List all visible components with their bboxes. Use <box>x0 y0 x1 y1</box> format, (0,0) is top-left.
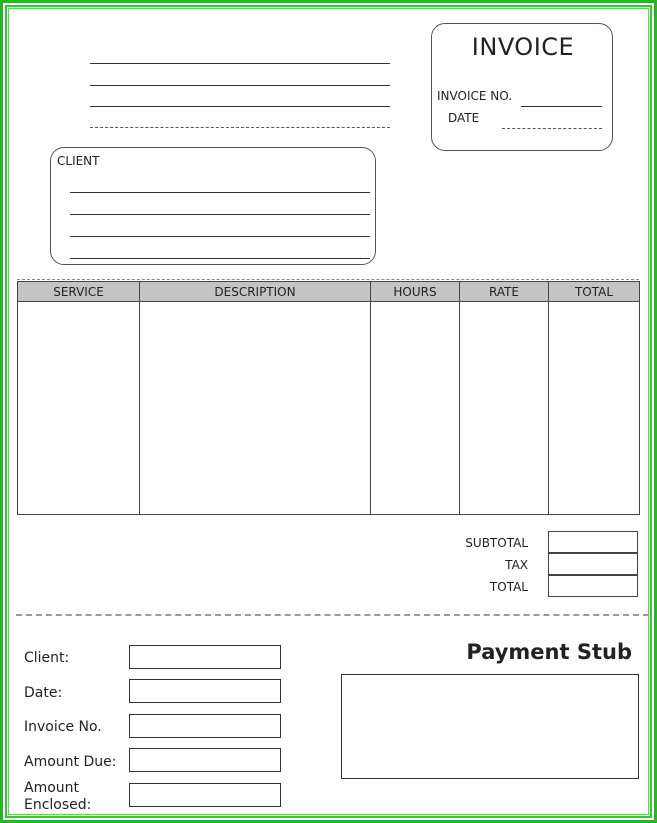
stub-amount-enclosed-label-line2: Enclosed: <box>24 797 92 813</box>
col-header-description: DESCRIPTION <box>140 282 371 302</box>
col-header-service: SERVICE <box>18 282 140 302</box>
sender-line-1[interactable] <box>90 63 390 64</box>
description-cell[interactable] <box>140 302 371 515</box>
stub-amount-enclosed-field[interactable] <box>129 783 281 807</box>
invoice-info-box <box>431 23 613 151</box>
total-cell[interactable] <box>549 302 640 515</box>
stub-client-field[interactable] <box>129 645 281 669</box>
tax-field[interactable] <box>548 553 638 575</box>
client-line-1[interactable] <box>70 192 370 193</box>
invoice-no-field[interactable] <box>521 106 602 107</box>
date-field[interactable] <box>502 128 602 129</box>
stub-amount-due-field[interactable] <box>129 748 281 772</box>
date-label: DATE <box>448 111 480 125</box>
sender-line-4[interactable] <box>90 127 390 128</box>
table-top-dotline <box>17 279 639 280</box>
sender-line-2[interactable] <box>90 85 390 86</box>
service-cell[interactable] <box>18 302 140 515</box>
subtotal-field[interactable] <box>548 531 638 553</box>
table-header-row <box>18 282 640 302</box>
sender-line-3[interactable] <box>90 106 390 107</box>
payment-stub-title: Payment Stub <box>466 640 632 664</box>
tax-label: TAX <box>505 558 528 572</box>
stub-invoice-no-label: Invoice No. <box>24 719 102 735</box>
table-row <box>18 302 640 515</box>
stub-invoice-no-field[interactable] <box>129 714 281 738</box>
hours-cell[interactable] <box>371 302 460 515</box>
col-header-total: TOTAL <box>549 282 640 302</box>
client-line-4[interactable] <box>70 258 370 259</box>
stub-amount-enclosed-label-line1: Amount <box>24 780 80 796</box>
line-items-table <box>17 281 640 515</box>
cut-line <box>16 614 649 616</box>
stub-date-label: Date: <box>24 685 63 701</box>
stub-client-label: Client: <box>24 650 70 666</box>
client-line-3[interactable] <box>70 236 370 237</box>
stub-date-field[interactable] <box>129 679 281 703</box>
client-label: CLIENT <box>57 154 100 168</box>
stub-amount-due-label: Amount Due: <box>24 754 117 770</box>
col-header-hours: HOURS <box>371 282 460 302</box>
invoice-no-label: INVOICE NO. <box>437 89 513 103</box>
rate-cell[interactable] <box>460 302 549 515</box>
subtotal-label: SUBTOTAL <box>465 536 528 550</box>
payment-stub-notes-box[interactable] <box>341 674 639 779</box>
client-line-2[interactable] <box>70 214 370 215</box>
total-label: TOTAL <box>489 580 528 594</box>
invoice-title: INVOICE <box>471 33 575 61</box>
stub-amount-enclosed-label <box>24 780 91 814</box>
total-field[interactable] <box>548 575 638 597</box>
col-header-rate: RATE <box>460 282 549 302</box>
